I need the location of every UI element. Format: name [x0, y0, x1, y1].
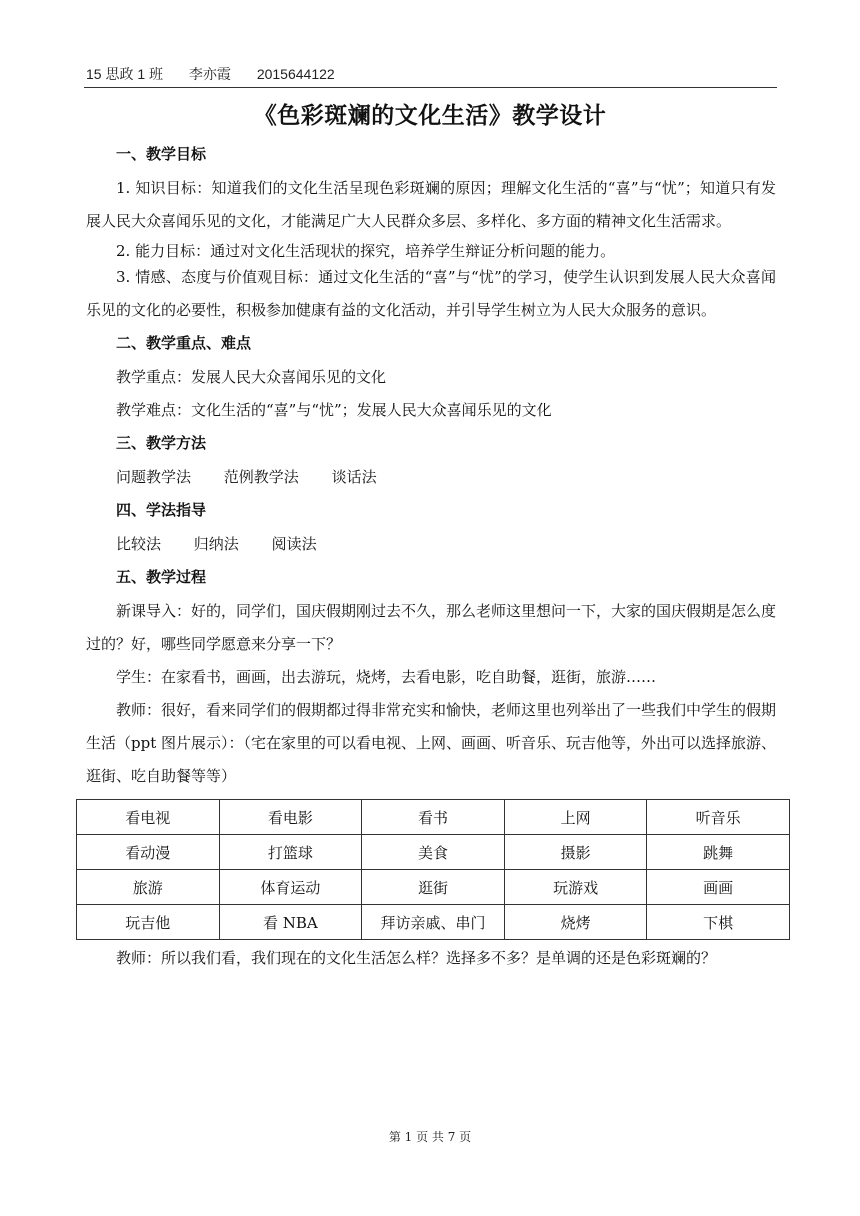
header-name: 李亦霞 [188, 66, 231, 82]
table-cell: 旅游 [77, 870, 220, 905]
method-item: 谈话法 [331, 468, 377, 486]
document-title: 《色彩斑斓的文化生活》教学设计 [253, 103, 607, 129]
section-heading-focus: 二、教学重点、难点 [116, 334, 252, 352]
table-cell: 美食 [362, 835, 505, 870]
section-heading-process: 五、教学过程 [116, 568, 207, 586]
section-heading-objectives: 一、教学目标 [116, 145, 207, 163]
method-item: 范例教学法 [223, 468, 299, 486]
teacher-remark: 教师：很好，看来同学们的假期都过得非常充实和愉快，老师这里也列举出了一些我们中学生的假期生活（ppt 图片展示）：（宅在家里的可以看电视、上网、画画、听音乐、玩吉他等，外出可以选择旅游、逛街、吃自助餐等等） [86, 701, 777, 785]
study-method-item: 归纳法 [193, 535, 239, 553]
teaching-difficulty: 教学难点：文化生活的“喜”与“忧”；发展人民大众喜闻乐见的文化 [116, 401, 552, 419]
header-divider [84, 87, 777, 88]
study-methods [86, 528, 776, 561]
page-header [86, 64, 776, 84]
table-cell: 下棋 [647, 905, 790, 940]
document-body [86, 140, 776, 975]
table-cell: 体育运动 [219, 870, 362, 905]
objective-emotion: 3. 情感、态度与价值观目标：通过文化生活的“喜”与“忧”的学习，使学生认识到发展人民大众喜闻乐见的文化的必要性，积极参加健康有益的文化活动，并引导学生树立为人民大众服务的意识。 [86, 268, 776, 319]
page-footer: 第 1 页 共 7 页 [388, 1130, 472, 1144]
table-cell: 摄影 [504, 835, 647, 870]
table-row [77, 870, 790, 905]
table-cell: 逛街 [362, 870, 505, 905]
table-cell: 打篮球 [219, 835, 362, 870]
table-cell: 看 NBA [219, 905, 362, 940]
student-response: 学生：在家看书，画画，出去游玩，烧烤，去看电影，吃自助餐，逛街，旅游…… [116, 668, 657, 686]
table-row [77, 905, 790, 940]
table-cell: 画画 [647, 870, 790, 905]
table-cell: 上网 [504, 800, 647, 835]
table-row [77, 835, 790, 870]
table-cell: 看动漫 [77, 835, 220, 870]
section-heading-study: 四、学法指导 [116, 501, 207, 519]
table-cell: 看电视 [77, 800, 220, 835]
teacher-question: 教师：所以我们看，我们现在的文化生活怎么样？选择多不多？是单调的还是色彩斑斓的？ [116, 949, 717, 967]
header-class: 15 思政 1 班 [86, 66, 164, 82]
study-method-item: 比较法 [116, 535, 162, 553]
table-cell: 烧烤 [504, 905, 647, 940]
objective-knowledge: 1. 知识目标：知道我们的文化生活呈现色彩斑斓的原因；理解文化生活的“喜”与“忧”；知道只有发展人民大众喜闻乐见的文化，才能满足广大人民群众多层、多样化、多方面的精神文化生活需求。 [86, 179, 776, 230]
table-cell: 玩吉他 [77, 905, 220, 940]
objective-ability: 2. 能力目标：通过对文化生活现状的探究，培养学生辩证分析问题的能力。 [116, 242, 616, 260]
method-item: 问题教学法 [116, 468, 192, 486]
study-method-item: 阅读法 [271, 535, 317, 553]
teaching-focus: 教学重点：发展人民大众喜闻乐见的文化 [116, 368, 387, 386]
activities-table [76, 799, 790, 940]
table-cell: 看电影 [219, 800, 362, 835]
table-cell: 跳舞 [647, 835, 790, 870]
table-cell: 听音乐 [647, 800, 790, 835]
section-heading-methods: 三、教学方法 [116, 434, 207, 452]
teaching-methods [86, 461, 776, 494]
header-id: 2015644122 [256, 66, 335, 82]
table-cell: 看书 [362, 800, 505, 835]
table-row [77, 800, 790, 835]
table-cell: 拜访亲戚、串门 [362, 905, 505, 940]
lesson-intro: 新课导入：好的，同学们，国庆假期刚过去不久，那么老师这里想问一下，大家的国庆假期是怎么度过的？好，哪些同学愿意来分享一下？ [86, 602, 777, 653]
table-cell: 玩游戏 [504, 870, 647, 905]
